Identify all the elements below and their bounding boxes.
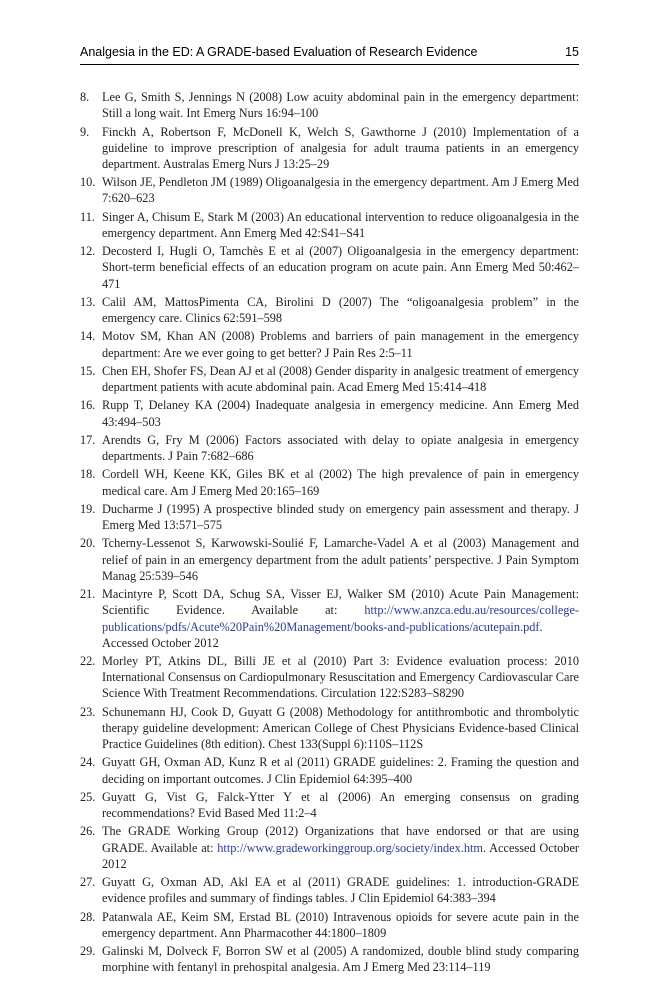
reference-text: [102, 243, 579, 292]
running-header: [80, 44, 579, 65]
reference-text: [102, 432, 579, 464]
reference-number: 25.: [80, 789, 96, 804]
reference-item: [80, 535, 579, 584]
reference-citation: Wilson JE, Pendleton JM (1989) Oligoanalgesia in the emergency department. Am J Emerg Med 7:620–623: [102, 175, 579, 206]
reference-citation: Lee G, Smith S, Jennings N (2008) Low acuity abdominal pain in the emergency department: Still a long wait. Int Emerg Nurs 16:94–100: [102, 90, 579, 121]
reference-number: 23.: [80, 704, 96, 719]
reference-number: 16.: [80, 398, 96, 413]
reference-citation: Decosterd I, Hugli O, Tamchès E et al (2007) Oligoanalgesia in the emergency department: Short-term beneficial effects of an education program on acute pain. Ann Emerg Med 50:462–471: [102, 244, 579, 291]
reference-text: [102, 535, 579, 584]
reference-number: 20.: [80, 536, 96, 551]
reference-citation: Cordell WH, Keene KK, Giles BK et al (2002) The high prevalence of pain in emergency medical care. Am J Emerg Med 20:165–169: [102, 467, 579, 498]
reference-item: [80, 653, 579, 702]
reference-item: [80, 466, 579, 498]
reference-citation: Ducharme J (1995) A prospective blinded study on emergency pain assessment and therapy. J Emerg Med 13:571–575: [102, 501, 579, 533]
reference-citation: Guyatt G, Oxman AD, Akl EA et al (2011) GRADE guidelines: 1. introduction-GRADE evidence profiles and summary of findings tables. J Clin Epidemiol 64:383–394: [102, 875, 579, 906]
reference-text: [102, 363, 579, 395]
reference-text: [102, 704, 579, 753]
reference-text: [102, 909, 579, 941]
reference-citation: Patanwala AE, Keim SM, Erstad BL (2010) Intravenous opioids for severe acute pain in the emergency department. Ann Pharmacother 44:1800–1809: [102, 909, 579, 940]
reference-text: [102, 124, 579, 173]
reference-citation: Calil AM, MattosPimenta CA, Birolini D (2007) The “oligoanalgesia problem” in the emergency care. Clinics 62:591–598: [102, 294, 579, 326]
reference-citation: Rupp T, Delaney KA (2004) Inadequate analgesia in emergency medicine. Ann Emerg Med 43:494–503: [102, 398, 579, 429]
reference-number: 24.: [80, 755, 96, 770]
reference-text: [102, 874, 579, 906]
reference-link[interactable]: http://www.anzca.edu.au/resources/college-publications/pdfs/Acute%20Pain%20Management/books-and-publications/acutepain.pdf: [102, 603, 579, 634]
running-title: Analgesia in the ED: A GRADE-based Evaluation of Research Evidence: [80, 45, 478, 59]
reference-citation: Chen EH, Shofer FS, Dean AJ et al (2008) Gender disparity in analgesic treatment of emergency department patients with acute abdominal pain. Acad Emerg Med 15:414–418: [102, 363, 579, 395]
reference-text: [102, 209, 579, 241]
reference-citation: Singer A, Chisum E, Stark M (2003) An educational intervention to reduce oligoanalgesia in the emergency department. Ann Emerg Med 42:S41–S41: [102, 209, 579, 240]
reference-text: [102, 823, 579, 872]
reference-number: 11.: [80, 209, 95, 224]
reference-accessed-note: . Accessed October 2012: [102, 619, 543, 650]
reference-number: 18.: [80, 467, 96, 482]
reference-citation: Arendts G, Fry M (2006) Factors associated with delay to opiate analgesia in emergency departments. J Pain 7:682–686: [102, 432, 579, 464]
reference-item: [80, 209, 579, 241]
reference-number: 28.: [80, 909, 96, 924]
reference-item: [80, 874, 579, 906]
reference-number: 9.: [80, 124, 90, 139]
reference-item: [80, 432, 579, 464]
reference-item: [80, 363, 579, 395]
reference-number: 12.: [80, 244, 96, 259]
reference-text: [102, 754, 579, 786]
reference-number: 27.: [80, 875, 96, 890]
reference-citation: Guyatt G, Vist G, Falck-Ytter Y et al (2006) An emerging consensus on grading recommendations? Evid Based Med 11:2–4: [102, 789, 579, 821]
reference-citation: Schunemann HJ, Cook D, Guyatt G (2008) Methodology for antithrombotic and thrombolytic therapy guideline development: American College of Chest Physicians Evidence-based Clinical Practice Guidelines (8th edition). Chest 133(Suppl 6):110S–112S: [102, 704, 579, 752]
reference-number: 15.: [80, 363, 96, 378]
reference-text: [102, 466, 579, 498]
reference-text: [102, 89, 579, 121]
reference-citation: Morley PT, Atkins DL, Billi JE et al (2010) Part 3: Evidence evaluation process: 2010 International Consensus on Cardiopulmonary Resuscitation and Emergency Cardiovascular Care Science With Treatment Recommendations. Circulation 122:S283–S8290: [102, 654, 579, 701]
reference-item: [80, 328, 579, 360]
reference-text: [102, 789, 579, 821]
reference-citation: Galinski M, Dolveck F, Borron SW et al (2005) A randomized, double blind study comparing morphine with fentanyl in prehospital analgesia. Am J Emerg Med 23:114–119: [102, 944, 579, 975]
reference-item: [80, 501, 579, 533]
reference-number: 21.: [80, 587, 96, 602]
reference-number: 26.: [80, 824, 96, 839]
reference-text: [102, 294, 579, 326]
reference-item: [80, 397, 579, 429]
reference-citation: Tcherny-Lessenot S, Karwowski-Soulié F, Lamarche-Vadel A et al (2003) Management and relief of pain in an emergency department from the adult patients’ perspective. J Pain Symptom Manag 25:539–546: [102, 536, 579, 583]
reference-number: 22.: [80, 654, 96, 669]
reference-link[interactable]: http://www.gradeworkinggroup.org/society/index.htm: [217, 840, 483, 855]
reference-number: 8.: [80, 90, 90, 104]
reference-number: 17.: [80, 432, 96, 447]
reference-citation: Macintyre P, Scott DA, Schug SA, Visser EJ, Walker SM (2010) Acute Pain Management: Scientific Evidence. Available at:: [102, 587, 579, 618]
reference-number: 14.: [80, 329, 96, 344]
reference-citation: Guyatt GH, Oxman AD, Kunz R et al (2011) GRADE guidelines: 2. Framing the question and deciding on important outcomes. J Clin Epidemiol 64:395–400: [102, 755, 579, 786]
reference-text: [102, 328, 579, 360]
reference-text: [102, 397, 579, 429]
reference-text: [102, 174, 579, 206]
reference-text: [102, 501, 579, 533]
reference-number: 19.: [80, 501, 96, 516]
reference-item: [80, 586, 579, 651]
reference-item: [80, 754, 579, 786]
reference-item: [80, 943, 579, 975]
reference-item: [80, 174, 579, 206]
reference-citation: Finckh A, Robertson F, McDonell K, Welch S, Gawthorne J (2010) Implementation of a guideline to improve prescription of analgesia for adult trauma patients in an emergency department. Australas Emerg Nurs J 13:25–29: [102, 124, 579, 171]
reference-list: [80, 89, 579, 978]
reference-citation: Motov SM, Khan AN (2008) Problems and barriers of pain management in the emergency department: Are we ever going to get better? J Pain Res 2:5–11: [102, 329, 579, 360]
reference-item: [80, 124, 579, 173]
reference-text: [102, 653, 579, 702]
page-number: 15: [565, 45, 579, 59]
reference-text: [102, 943, 579, 975]
reference-number: 13.: [80, 294, 96, 309]
reference-text: [102, 586, 579, 651]
reference-number: 29.: [80, 944, 96, 959]
reference-number: 10.: [80, 175, 96, 190]
reference-item: [80, 294, 579, 326]
reference-item: [80, 89, 579, 121]
reference-item: [80, 243, 579, 292]
reference-item: [80, 909, 579, 941]
reference-item: [80, 823, 579, 872]
reference-item: [80, 789, 579, 821]
reference-item: [80, 704, 579, 753]
reference-accessed-note: . Accessed October 2012: [102, 840, 579, 871]
reference-citation: The GRADE Working Group (2012) Organizations that have endorsed or that are using GRADE. Available at:: [102, 824, 579, 855]
